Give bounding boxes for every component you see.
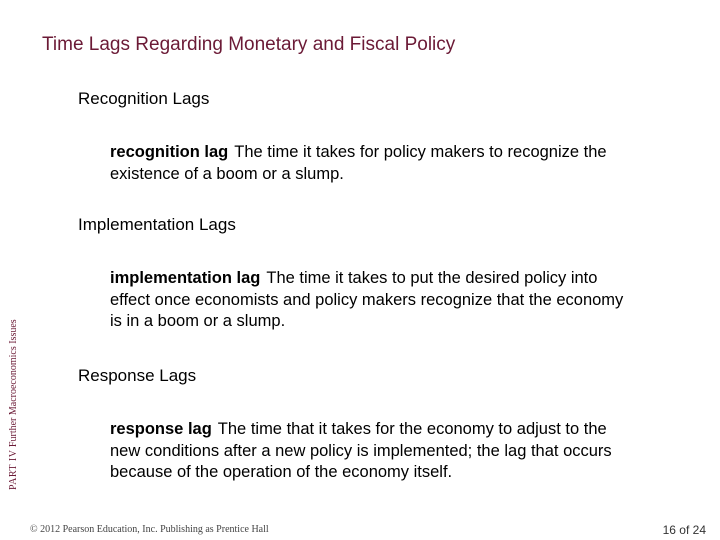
term-implementation-lag: implementation lag [110, 269, 261, 287]
definition-text: The time it takes for policy makers to recognize the existence of a boom or a slump. [110, 143, 607, 183]
term-recognition-lag: recognition lag [110, 143, 229, 161]
page-number: 16 [662, 523, 676, 537]
heading-implementation-lags: Implementation Lags [78, 215, 236, 234]
heading-recognition-lags: Recognition Lags [78, 89, 210, 108]
part-label: PART IV [8, 449, 19, 490]
side-section-label [8, 320, 22, 490]
heading-response-lags: Response Lags [78, 366, 197, 385]
definition-response-lag [110, 419, 630, 484]
page-counter [663, 523, 706, 537]
term-response-lag: response lag [110, 420, 212, 438]
definition-text: The time it takes to put the desired policy into effect once economists and policy makers recognize that the economy is in a boom or a slump. [110, 269, 624, 330]
page-total: of 24 [679, 523, 706, 537]
definition-recognition-lag [110, 142, 630, 185]
definition-implementation-lag [110, 268, 630, 333]
copyright-notice: © 2012 Pearson Education, Inc. Publishing as Prentice Hall [30, 524, 269, 535]
slide-title: Time Lags Regarding Monetary and Fiscal Policy [42, 34, 456, 55]
section-label: Further Macroeconomics Issues [8, 319, 19, 448]
definition-text: The time that it takes for the economy to adjust to the new conditions after a new policy is implemented; the lag that occurs because of the operation of the economy itself. [110, 420, 612, 481]
